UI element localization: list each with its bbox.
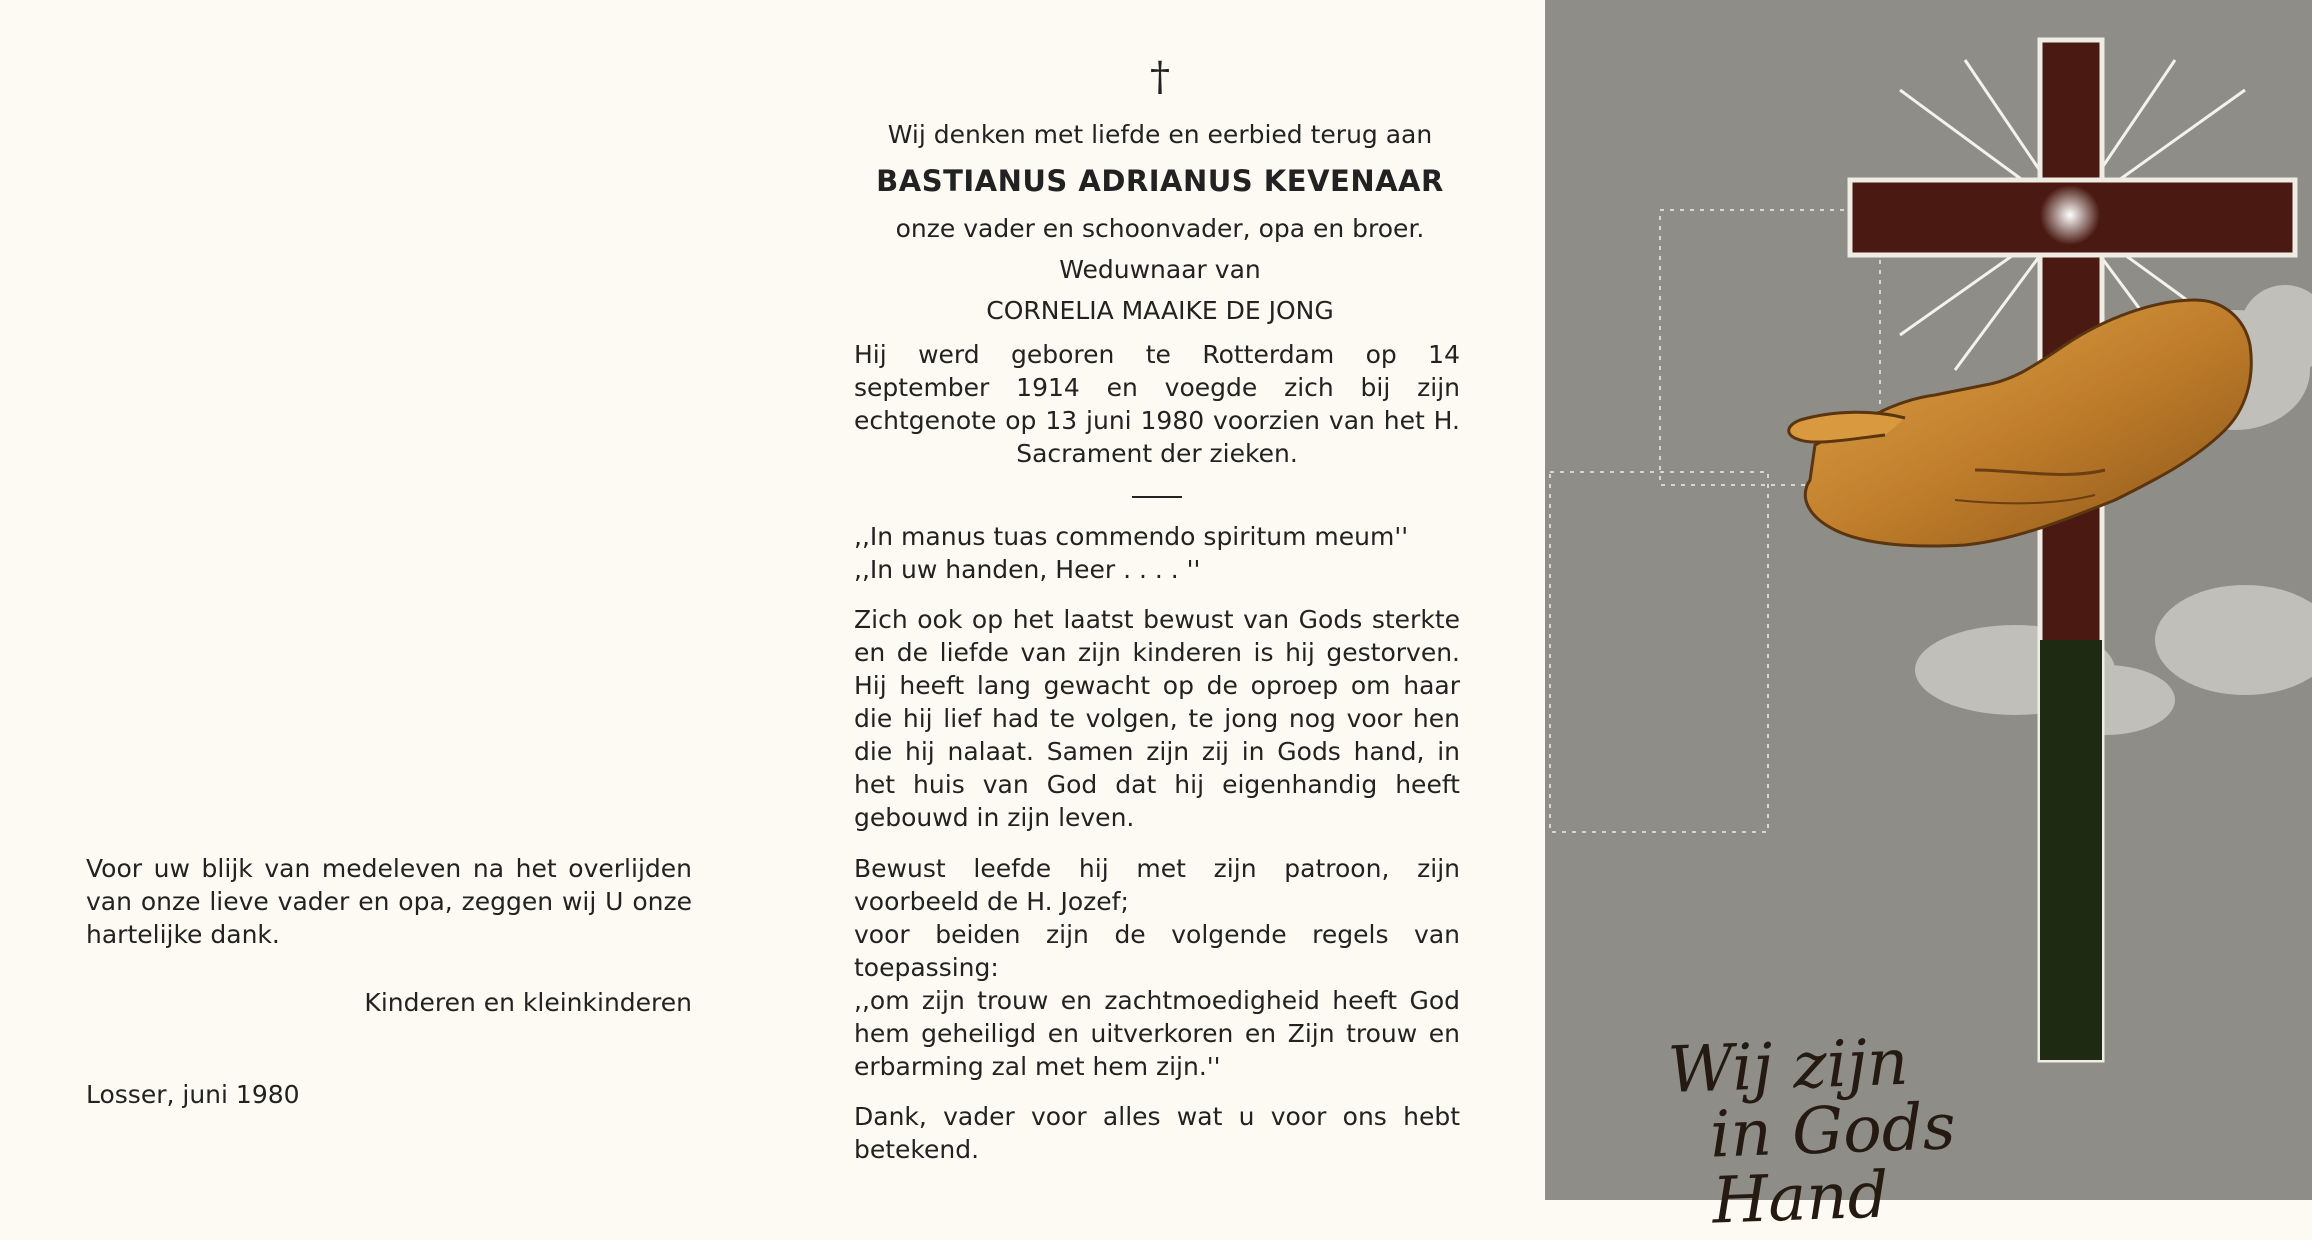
relation-line: onze vader en schoonvader, opa en broer. — [895, 214, 1425, 243]
signoff: Kinderen en kleinkinderen — [364, 988, 692, 1017]
card-caption — [1666, 1022, 2134, 1239]
caption-line-2: in Gods Hand — [1708, 1090, 1957, 1239]
quote-latin: ,,In manus tuas commendo spiritum meum'' — [854, 522, 1409, 551]
quote-dutch: ,,In uw handen, Heer . . . . '' — [854, 555, 1201, 584]
cross-icon: † — [1150, 54, 1170, 100]
deceased-name: BASTIANUS ADRIANUS KEVENAAR — [876, 164, 1444, 198]
divider — [1132, 496, 1182, 498]
paragraph-rules: voor beiden zijn de volgende regels van toepassing: — [854, 920, 1460, 982]
card-image — [1545, 0, 2312, 1239]
paragraph-faith: Zich ook op het laatst bewust van Gods sterkte en de liefde van zijn kinderen is hij gestorven. Hij heeft lang gewacht op de oproep om haar die hij lief had te volgen, te jong nog voor hen die hij nalaat. Samen zijn zij in Gods hand, in het huis van God dat hij eigenhandig heeft gebouwd in zijn leven. — [854, 605, 1460, 832]
closing-text: Dank, vader voor alles wat u voor ons hebt betekend. — [854, 1102, 1460, 1164]
cross-glow — [2040, 185, 2100, 245]
spouse-name: CORNELIA MAAIKE DE JONG — [986, 296, 1334, 325]
paragraph-patron: Bewust leefde hij met zijn patroon, zijn voorbeeld de H. Jozef; — [854, 854, 1460, 916]
intro-line: Wij denken met liefde en eerbied terug aan — [887, 120, 1433, 149]
caption-line-1: Wij zijn — [1666, 1025, 1910, 1109]
middle-panel — [770, 0, 1550, 1200]
left-panel — [0, 0, 770, 1200]
birth-death-text: Hij werd geboren te Rotterdam op 14 september 1914 en voegde zich bij zijn echtgenote op 13 juni 1980 voorzien van het H. Sacrament der zieken. — [854, 340, 1460, 468]
thanks-message: Voor uw blijk van medeleven na het overlijden van onze lieve vader en opa, zeggen wij U onze hartelijke dank. — [86, 854, 692, 949]
widower-label: Weduwnaar van — [1059, 255, 1261, 284]
paragraph-quote: ,,om zijn trouw en zachtmoedigheid heeft God hem geheiligd en uitverkoren en Zijn trouw en erbarming zal met hem zijn.'' — [854, 986, 1460, 1081]
card-illustration — [1545, 0, 2312, 1200]
place-date: Losser, juni 1980 — [86, 1080, 300, 1109]
